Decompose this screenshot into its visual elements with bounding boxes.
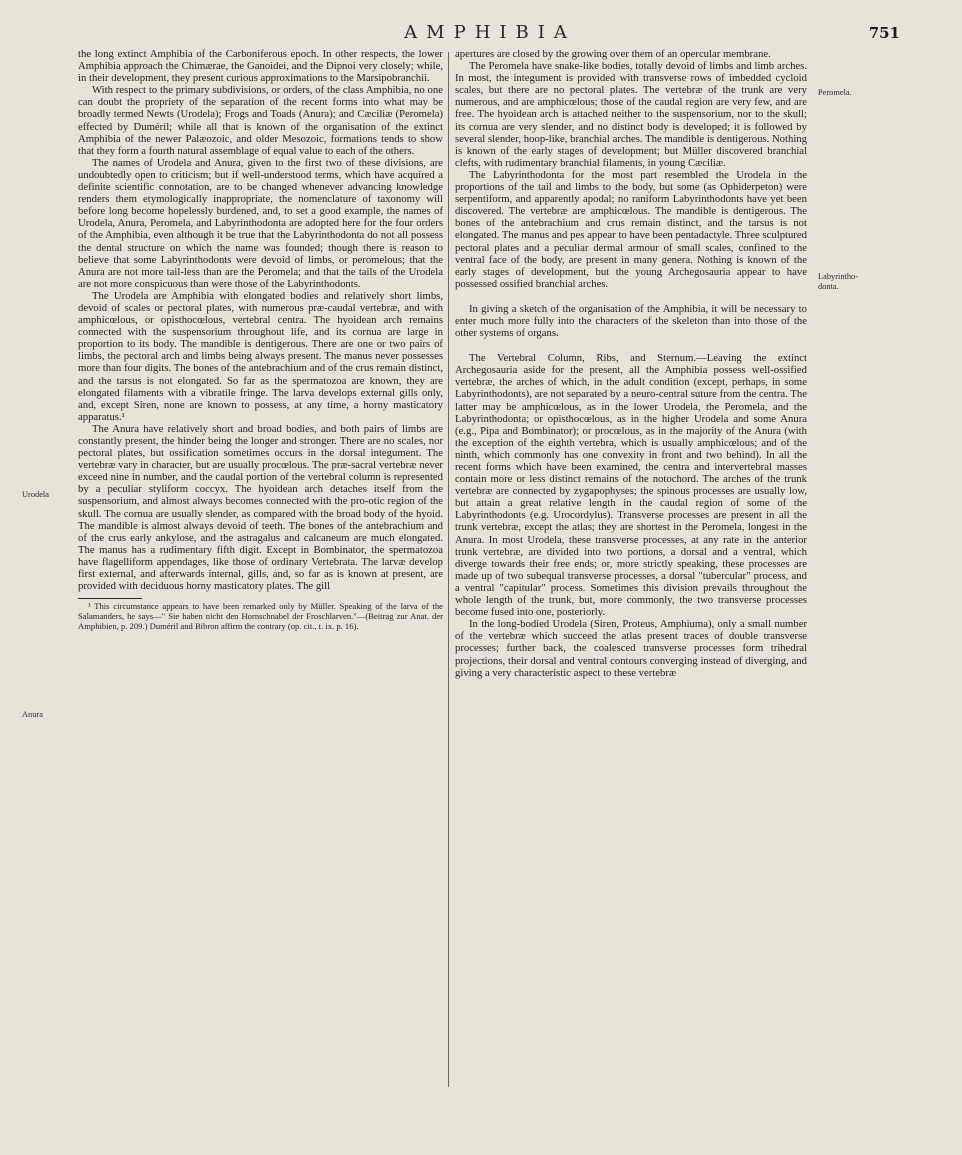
footnote: ¹ This circumstance appears to have been remarked only by Müller. Speaking of the larva of the Salamanders, he says—" Sie haben nicht den Hornschnabel der Froschlarven."—(Beitrag zur Anat. der Amphibien, p. 209.) Duméril and Bibron affirm the contrary (op. cit., t. ix. p. 16). bbox=[78, 601, 443, 631]
paragraph: apertures are closed by the growing over them of an opercular membrane. bbox=[455, 48, 771, 60]
paragraph-peromela: The Peromela have snake-like bodies, totally devoid of limbs and limb arches. In most, the integument is provided with transverse rows of imbedded cycloid scales, but there are no pectoral plates. The vertebræ of the trunk are very numerous, and are amphicœlous; those of the caudal region are very few, and are free. The hyoidean arch is attached neither to the suspensorium, nor to the skull; its cornua are very slender, and no distinct body is developed; it is followed by several slender, hoop-like, branchial arches. The mandible is dentigerous. Nothing is known of the early stages of development; but Müller discovered branchial clefts, with rudimentary branchial filaments, in young Cæciliæ. bbox=[455, 60, 807, 169]
spacer bbox=[455, 290, 807, 303]
margin-note-labyrinthodonta-1: Labyrintho- bbox=[818, 272, 859, 281]
running-head: AMPHIBIA bbox=[404, 22, 576, 43]
page-number: 751 bbox=[868, 24, 900, 42]
right-column bbox=[455, 48, 807, 679]
left-column bbox=[78, 48, 443, 632]
paragraph: In the long-bodied Urodela (Siren, Proteus, Amphiuma), only a small number of the vertebræ which succeed the atlas present traces of double transverse processes; further back, the coalesced transverse processes form trihedral projections, their dorsal and ventral contours converging instead of diverging, and giving a very characteristic aspect to these vertebræ bbox=[455, 618, 807, 679]
margin-note-labyrinthodonta-2: donta. bbox=[818, 282, 839, 291]
paragraph: With respect to the primary subdivisions, or orders, of the class Amphibia, no one can doubt the propriety of the separation of the recent forms into what may be broadly termed Newts (Urodela); Frogs and Toads (Anura); and Cæciliæ (Peromela) effected by Duméril; while all that is known of the organisation of the extinct Amphibia of the newer Palæozoic, and older Mesozoic, formations tends to show that they form a fourth natural assemblage of equal value to each of the others. bbox=[78, 84, 443, 157]
footnote-rule bbox=[78, 598, 142, 599]
margin-note-anura: Anura bbox=[22, 710, 43, 719]
paragraph-urodela: The Urodela are Amphibia with elongated bodies and relatively short limbs, devoid of scales or pectoral plates, with numerous præ-caudal vertebræ, and with amphicœlous, or opisthocœlous, vertebral centra. The hyoidean arch remains connected with the suspensorium throughout life, and its cornua are large in proportion to its body. The mandible is dentigerous. There are one or two pairs of limbs, the pectoral arch and limbs being always present. The manus never possesses more than four digits. The bones of the antebrachium and of the crus remain distinct, and the tarsus is not elongated. So far as the spermatozoa are known, they are elongated filaments with a vibratile fringe. The larva develops external gills only, and, except Siren, none are known to possess, at any time, a horny masticatory apparatus.¹ bbox=[78, 289, 443, 423]
paragraph-anura: The Anura have relatively short and broad bodies, and both pairs of limbs are constantly present, the hinder being the longer and stronger. There are no scales, nor pectoral plates, but ossification sometimes occurs in the dorsal integument. The vertebræ vary in character, but are usually procœlous. The præ-sacral vertebræ never exceed nine in number, and the caudal portion of the vertebral column is represented by a peculiar styliform coccyx. The hyoidean arch detaches itself from the suspensorium, and almost always becomes connected with the pro-otic region of the skull. The cornua are usually slender, as compared with the broad body of the hyoid. The mandible is almost always devoid of teeth. The bones of the antebrachium and of the crus early ankylose, and the astragalus and calcaneum are much elongated. The manus has a rudimentary fifth digit. Except in Bombinator, the spermatozoa have flagelliform appendages, like those of ordinary Vertebrata. The larvæ develop first external, and afterwards internal, gills, and, so far as is known at present, are provided with deciduous horny masticatory plates. The gill bbox=[78, 422, 443, 593]
paragraph: In giving a sketch of the organisation of the Amphibia, it will be necessary to enter much more fully into the characters of the skeleton than into those of the other systems of organs. bbox=[455, 302, 807, 340]
margin-note-peromela: Peromela. bbox=[818, 88, 852, 97]
paragraph: The names of Urodela and Anura, given to the first two of these divisions, are undoubtedly open to criticism; but if well-understood terms, which have acquired a definite scientific connotation, are to be changed whenever advancing knowledge renders them etymologically inappropriate, the nomenclature of taxonomy will before long become hopelessly burdened, and, to set a good example, the names of Urodela, Anura, Peromela, and Labyrinthodonta are adopted here for the four orders of the Amphibia, even although it be true that the Labyrinthodonta do not all possess the dental structure on which the name was founded; though there is reason to believe that some Labyrinthodonts were devoid of limbs, or peromelous; that the Anura are not more tail-less than are the Peromela; and that the tails of the Urodela are not more conspicuous than were those of the Labyrinthodonts. bbox=[78, 156, 443, 290]
column-divider bbox=[448, 52, 449, 1087]
margin-note-urodela: Urodela bbox=[22, 490, 49, 499]
paragraph-labyrinthodonta: The Labyrinthodonta for the most part resembled the Urodela in the proportions of the tail and limbs to the body, but some (as Ophiderpeton) were serpentiform, and apparently apodal; no raniform Labyrinthodonts have yet been discovered. The vertebræ are amphicœlous. The mandible is dentigerous. The bones of the antebrachium and crus remain distinct, and the tarsus is not elongated. The manus and pes appear to have been pentadactyle. Three sculptured pectoral plates and a peculiar dermal armour of small scales, confined to the ventral face of the body, are present in many genera. Nothing is known of the early stages of development, but the young Archegosauria appear to have possessed ossified branchial arches. bbox=[455, 168, 807, 290]
paragraph-vertebral-column: The Vertebral Column, Ribs, and Sternum.—Leaving the extinct Archegosauria aside for the present, all the Amphibia possess well-ossified vertebræ, the arches of which, in the adult condition (except, perhaps, in some Labyrinthodonts), are not separated by a neuro-central suture from the centra. The latter may be amphicœlous, as in the lower Urodela, the Peromela, and the Labyrinthodonta; or opisthocœlous, as in the higher Urodela and some Anura (e.g., Pipa and Bombinator); or procœlous, as in the majority of the Anura (with the exception of the eighth vertebra, which is usually amphicœlous; and of the ninth, which commonly has one convexity in front and two behind). In all the recent forms which have been examined, the centra and intervertebral masses contain more or less distinct remains of the notochord. The arches of the trunk vertebræ are connected by zygapophyses; the spinous processes are usually low, but attain a great relative length in the caudal region of some of the Labyrinthodonts (e.g. Urocordylus). Transverse processes are present in all the trunk vertebræ, except the atlas; they are shortest in the Peromela, longest in the Anura. In most Urodela, these transverse processes, at any rate in the anterior trunk vertebræ, are divided into two portions, a dorsal and a ventral, which diverge towards their free ends; or, more strictly speaking, these processes are made up of two subequal transverse processes, a dorsal "tubercular" process, and a ventral "capitular" process. Sometimes this division prevails throughout the whole length of the trunk, but, more commonly, the two transverse processes become fused into one, posteriorly. bbox=[455, 352, 807, 619]
paragraph: the long extinct Amphibia of the Carboniferous epoch. In other respects, the lower Amphibia approach the Chimærae, the Ganoidei, and the Dipnoi very closely; while, in their development, they present curious approximations to the Marsipobranchii. bbox=[78, 48, 443, 85]
spacer bbox=[455, 339, 807, 352]
page-header bbox=[80, 22, 900, 46]
